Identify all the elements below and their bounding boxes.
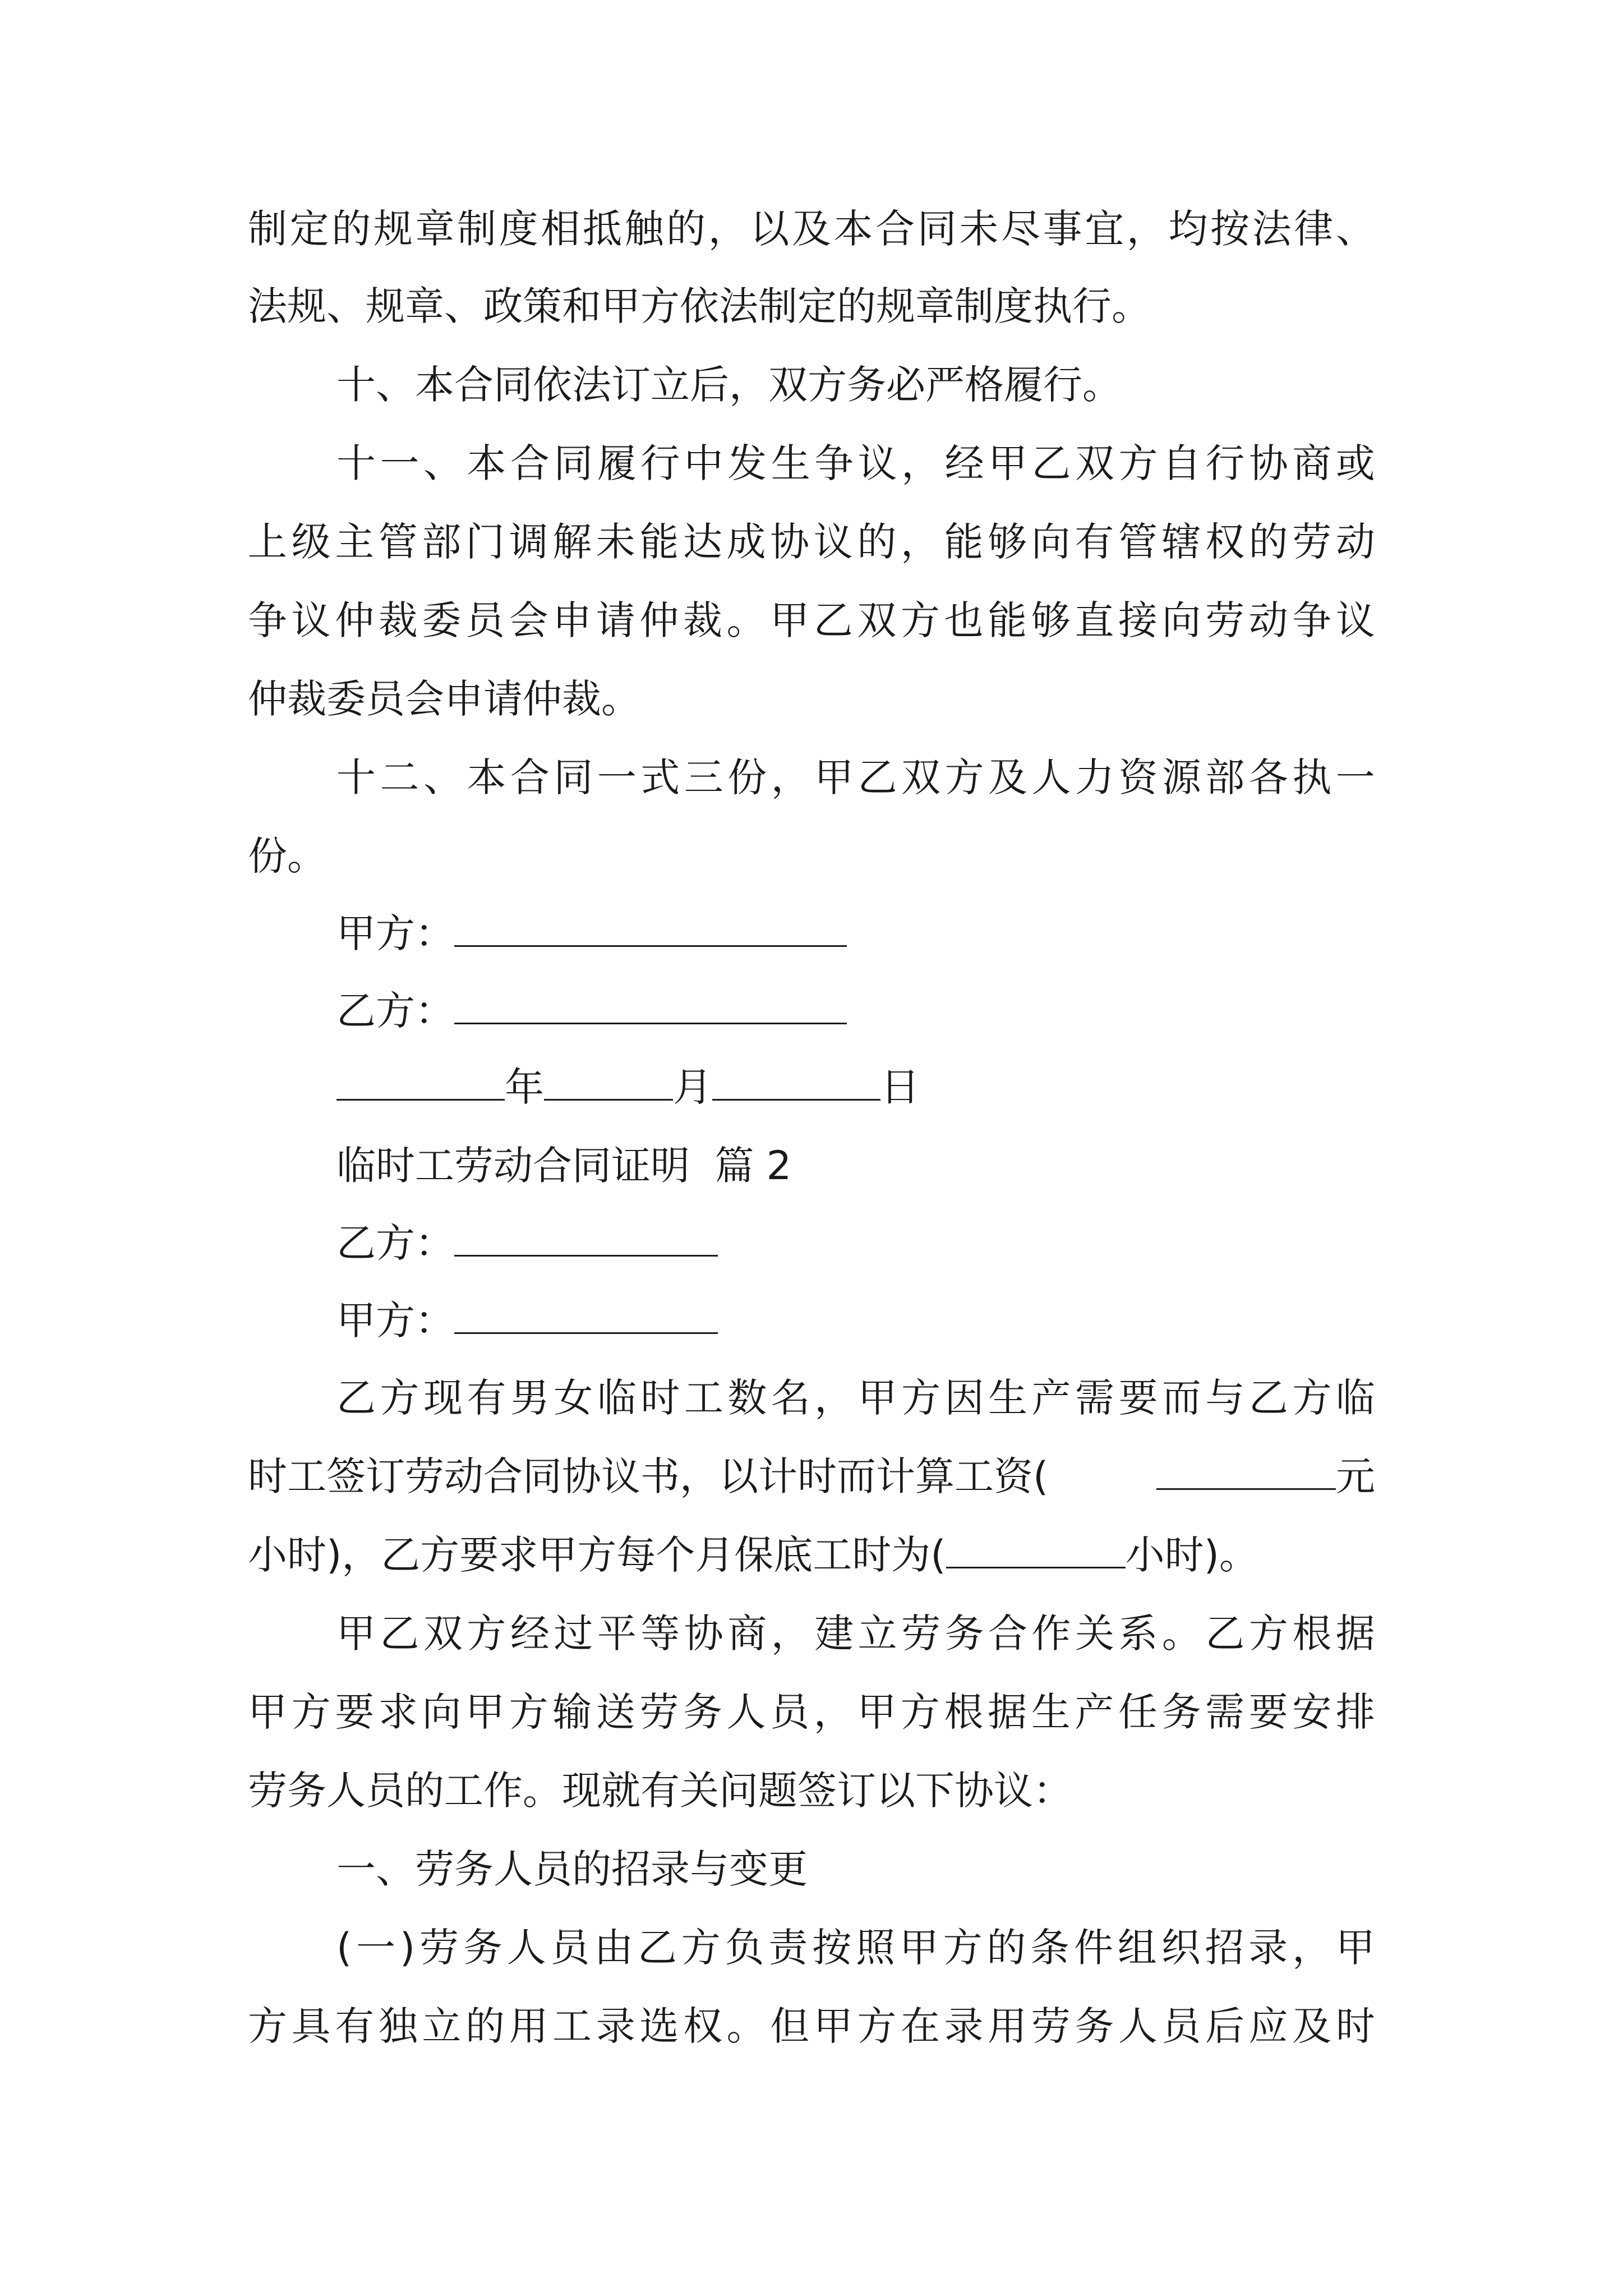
char: 甲 — [899, 1925, 939, 1971]
char: 双 — [423, 1611, 463, 1657]
char: 甲 — [988, 440, 1028, 486]
char: 事 — [1043, 206, 1082, 252]
char: 件 — [1073, 1925, 1113, 1971]
clause-10: 十、本合同依法订立后，双方务必严格履行。 — [336, 362, 1122, 408]
char: 甲 — [857, 1689, 897, 1735]
char: 工 — [684, 1375, 723, 1421]
char: 也 — [944, 597, 984, 643]
char: 组 — [1117, 1925, 1157, 1971]
char: 未 — [596, 519, 635, 565]
char: 负 — [725, 1925, 764, 1971]
char: 劳 — [639, 1689, 679, 1735]
char: 。 — [726, 597, 766, 643]
char: 的 — [857, 519, 897, 565]
paragraph-line — [336, 1605, 1375, 1662]
char: 任 — [1118, 1689, 1158, 1735]
char: 本 — [833, 206, 873, 252]
char: 时 — [1335, 2003, 1375, 2049]
char: 人 — [1031, 754, 1071, 800]
char: 甲 — [336, 1611, 376, 1657]
char: 甲 — [465, 1689, 505, 1735]
char: 制 — [457, 206, 497, 252]
char: 有 — [335, 2003, 375, 2049]
char: 作 — [1031, 1611, 1071, 1657]
char: 够 — [1031, 597, 1071, 643]
party-a-signature — [336, 905, 1375, 961]
char: 方 — [900, 1689, 940, 1735]
char: 务 — [683, 1689, 722, 1735]
char: 与 — [1205, 1375, 1245, 1421]
char: 劳 — [1292, 519, 1332, 565]
paragraph-line — [336, 1920, 1375, 1976]
char: 方 — [901, 1375, 941, 1421]
section-heading: 一、劳务人员的招录与变更 — [336, 1846, 808, 1892]
char: 委 — [422, 597, 462, 643]
char: 的 — [986, 1925, 1026, 1971]
char: 按 — [1210, 206, 1250, 252]
char: 方 — [380, 1375, 419, 1421]
char: 方 — [944, 754, 984, 800]
char: 需 — [1075, 1375, 1114, 1421]
char: 务 — [944, 1611, 984, 1657]
paragraph-line — [248, 514, 1375, 570]
char: 度 — [499, 206, 538, 252]
char: 一 — [1335, 754, 1375, 800]
char: 成 — [726, 519, 766, 565]
party-a-blank[interactable] — [454, 910, 847, 947]
char: 选 — [639, 2003, 679, 2049]
char: 力 — [1075, 754, 1114, 800]
char: 用 — [509, 2003, 548, 2049]
char: 履 — [597, 440, 637, 486]
char: 的 — [465, 2003, 505, 2049]
char: 权 — [683, 2003, 722, 2049]
char: 门 — [465, 519, 505, 565]
char: 乙 — [1205, 1611, 1245, 1657]
char: 甲 — [857, 1375, 897, 1421]
char: 会 — [509, 597, 548, 643]
char: 相 — [541, 206, 580, 252]
char: 。 — [726, 2003, 766, 2049]
char: 据 — [1335, 1611, 1375, 1657]
char: 数 — [727, 1375, 767, 1421]
char: 一 — [356, 1925, 396, 1971]
min-hours-blank[interactable] — [946, 1532, 1126, 1568]
char: 够 — [988, 519, 1027, 565]
party-a-label-2: 甲方： — [336, 1297, 454, 1343]
char: 录 — [1248, 1925, 1288, 1971]
char: 的 — [1248, 519, 1288, 565]
char: 有 — [467, 1375, 506, 1421]
char: 平 — [597, 1611, 637, 1657]
char: 方 — [1292, 1375, 1332, 1421]
char: 男 — [510, 1375, 550, 1421]
char: 协 — [1248, 440, 1288, 486]
char: 同 — [554, 754, 593, 800]
char: 方 — [857, 2003, 897, 2049]
char: 双 — [901, 754, 941, 800]
char: 份 — [727, 754, 767, 800]
char: 送 — [596, 1689, 635, 1735]
char: 申 — [552, 597, 592, 643]
char: 同 — [917, 206, 957, 252]
char: 。 — [1161, 1611, 1201, 1657]
paragraph-line — [248, 201, 1375, 257]
char: 乙 — [336, 1375, 376, 1421]
char: ， — [1126, 206, 1166, 252]
char: 本 — [467, 440, 506, 486]
char: ， — [771, 754, 810, 800]
char: 要 — [1248, 1689, 1288, 1735]
char: 人 — [506, 1925, 546, 1971]
char: 、 — [423, 440, 463, 486]
char: 的 — [666, 206, 706, 252]
min-hours-text: 小时)，乙方要求甲方每个月保底工时为( — [248, 1532, 946, 1578]
char: 应 — [1248, 2003, 1288, 2049]
char: 员 — [770, 1689, 810, 1735]
char: 争 — [1292, 597, 1332, 643]
char: 排 — [1335, 1689, 1375, 1735]
char: ， — [1292, 1925, 1331, 1971]
char: 过 — [554, 1611, 593, 1657]
char: 甲 — [813, 2003, 853, 2049]
char: 劳 — [419, 1925, 459, 1971]
char: 仲 — [639, 597, 679, 643]
char: 以 — [750, 206, 790, 252]
char: 务 — [1161, 1689, 1201, 1735]
char: 双 — [857, 597, 897, 643]
char: ， — [814, 1375, 854, 1421]
char: 员 — [1161, 2003, 1201, 2049]
char: 调 — [509, 519, 548, 565]
char: 定 — [289, 206, 329, 252]
year-label: 年 — [505, 1064, 544, 1110]
hourly-wage-blank[interactable] — [1156, 1453, 1336, 1490]
char: 直 — [1075, 597, 1114, 643]
char: 争 — [814, 440, 854, 486]
char: 解 — [552, 519, 592, 565]
wage-text: 时工签订劳动合同协议书，以计时而计算工资( — [248, 1453, 1049, 1499]
char: 一 — [380, 440, 419, 486]
char: 尽 — [1000, 206, 1040, 252]
year-blank[interactable] — [336, 1064, 505, 1101]
day-label: 日 — [880, 1064, 920, 1110]
char: 要 — [1118, 1375, 1158, 1421]
month-label: 月 — [673, 1064, 712, 1110]
char: 式 — [640, 754, 680, 800]
char: 裁 — [378, 597, 418, 643]
char: 发 — [727, 440, 767, 486]
section-title: 临时工劳动合同证明 篇 2 — [336, 1143, 792, 1189]
clause-11 — [336, 435, 1375, 491]
char: 乙 — [1248, 1375, 1288, 1421]
char: 规 — [373, 206, 413, 252]
char: 双 — [1075, 440, 1114, 486]
char: 系 — [1118, 1611, 1158, 1657]
char: 安 — [1292, 1689, 1332, 1735]
char: 方 — [1118, 440, 1158, 486]
char: 生 — [988, 1375, 1028, 1421]
char: 现 — [423, 1375, 463, 1421]
char: 条 — [1030, 1925, 1070, 1971]
char: ， — [900, 519, 940, 565]
char: 能 — [988, 597, 1027, 643]
char: 能 — [639, 519, 679, 565]
char: 接 — [1118, 597, 1158, 643]
char: 因 — [944, 1375, 984, 1421]
wage-line — [248, 1448, 1375, 1504]
char: 方 — [900, 597, 940, 643]
char: ， — [813, 1689, 853, 1735]
char: 三 — [684, 754, 723, 800]
char: 或 — [1335, 440, 1375, 486]
char: 由 — [594, 1925, 634, 1971]
char: 务 — [463, 1925, 502, 1971]
char: 员 — [550, 1925, 590, 1971]
char: 执 — [1292, 754, 1332, 800]
char: 乙 — [380, 1611, 419, 1657]
char: 、 — [1335, 206, 1375, 252]
char: 建 — [814, 1611, 854, 1657]
char: 向 — [1161, 597, 1201, 643]
char: 合 — [510, 440, 550, 486]
paragraph-line — [248, 592, 1375, 648]
char: 向 — [1031, 519, 1071, 565]
char: 达 — [683, 519, 722, 565]
clause-12 — [336, 749, 1375, 806]
char: 辖 — [1161, 519, 1201, 565]
paragraph-line — [336, 1370, 1375, 1426]
char: 照 — [855, 1925, 895, 1971]
char: 员 — [465, 597, 505, 643]
char: 乙 — [857, 754, 897, 800]
char: 及 — [1292, 2003, 1332, 2049]
wage-unit: 元 — [1336, 1453, 1375, 1499]
month-blank[interactable] — [544, 1064, 673, 1101]
char: 据 — [988, 1689, 1027, 1735]
party-a-signature-2 — [336, 1292, 1375, 1349]
char: 同 — [554, 440, 593, 486]
char: 产 — [1031, 1375, 1071, 1421]
char: 责 — [768, 1925, 808, 1971]
char: 名 — [771, 1375, 810, 1421]
char: 临 — [597, 1375, 637, 1421]
paragraph-line: 劳务人员的工作。现就有关问题签订以下协议： — [248, 1768, 1072, 1814]
day-blank[interactable] — [712, 1064, 880, 1101]
char: 人 — [1118, 2003, 1158, 2049]
char: 触 — [624, 206, 664, 252]
char: 制 — [248, 206, 287, 252]
char: 等 — [640, 1611, 680, 1657]
party-b-blank[interactable] — [454, 988, 847, 1024]
char: 方 — [1248, 1611, 1288, 1657]
char: 向 — [422, 1689, 462, 1735]
char: 议 — [1335, 597, 1375, 643]
char: 协 — [770, 519, 810, 565]
party-b-signature — [336, 983, 1375, 1039]
char: 、 — [423, 754, 463, 800]
char: 务 — [1075, 2003, 1114, 2049]
char: 上 — [248, 519, 287, 565]
char: 行 — [640, 440, 680, 486]
char: 方 — [681, 1925, 721, 1971]
party-a-blank-2[interactable] — [454, 1297, 718, 1334]
char: 乙 — [638, 1925, 677, 1971]
char: ， — [901, 440, 941, 486]
char: 根 — [944, 1689, 984, 1735]
char: 及 — [988, 754, 1028, 800]
char: 仲 — [335, 597, 375, 643]
paragraph-line: 份。 — [248, 833, 326, 879]
char: 后 — [1205, 2003, 1245, 2049]
char: 按 — [812, 1925, 852, 1971]
char: 根 — [1292, 1611, 1332, 1657]
char: 录 — [944, 2003, 984, 2049]
char: 方 — [291, 1689, 331, 1735]
char: 甲 — [814, 754, 854, 800]
paragraph-line — [248, 1684, 1375, 1740]
date-line — [336, 1059, 1375, 1115]
min-hours-unit: 小时)。 — [1125, 1532, 1258, 1578]
char: 动 — [1335, 519, 1375, 565]
char: 输 — [552, 1689, 592, 1735]
char: 的 — [331, 206, 371, 252]
char: 合 — [875, 206, 915, 252]
char: 行 — [1205, 440, 1245, 486]
char: 合 — [510, 754, 550, 800]
char: 产 — [1075, 1689, 1114, 1735]
char: 时 — [640, 1375, 680, 1421]
char: 请 — [596, 597, 635, 643]
char: 二 — [380, 754, 419, 800]
char: 而 — [1161, 1375, 1201, 1421]
char: 经 — [944, 440, 984, 486]
char: 在 — [900, 2003, 940, 2049]
char: 议 — [813, 519, 853, 565]
char: 方 — [509, 1689, 548, 1735]
char: 劳 — [901, 1611, 941, 1657]
min-hours-line — [248, 1527, 1375, 1583]
party-a-label: 甲方： — [336, 910, 454, 956]
char: 争 — [248, 597, 287, 643]
char: 章 — [415, 206, 455, 252]
char: 中 — [684, 440, 723, 486]
char: 权 — [1205, 519, 1245, 565]
char: 甲 — [770, 597, 810, 643]
char: 级 — [291, 519, 331, 565]
paragraph-line — [248, 1998, 1375, 2054]
char: 有 — [1075, 519, 1114, 565]
char: 方 — [467, 1611, 506, 1657]
char: 临 — [1335, 1375, 1375, 1421]
char: 议 — [291, 597, 331, 643]
char: 劳 — [1031, 2003, 1071, 2049]
char: 劳 — [1205, 597, 1245, 643]
char: 协 — [684, 1611, 723, 1657]
char: 十 — [336, 440, 376, 486]
char: 方 — [943, 1925, 983, 1971]
char: 独 — [378, 2003, 418, 2049]
char: ， — [771, 1611, 810, 1657]
char: 立 — [422, 2003, 462, 2049]
char: 生 — [771, 440, 810, 486]
char: 管 — [1118, 519, 1158, 565]
char: 部 — [422, 519, 462, 565]
char: 生 — [1031, 1689, 1071, 1735]
char: 资 — [1118, 754, 1158, 800]
char: 部 — [1205, 754, 1245, 800]
char: 方 — [248, 2003, 287, 2049]
party-b-signature-2 — [336, 1215, 1375, 1271]
char: 动 — [1248, 597, 1288, 643]
char: 议 — [857, 440, 897, 486]
char: 乙 — [1031, 440, 1071, 486]
char: 立 — [857, 1611, 897, 1657]
char: 女 — [554, 1375, 593, 1421]
char: 及 — [791, 206, 831, 252]
char: 裁 — [683, 597, 722, 643]
char: 主 — [335, 519, 375, 565]
char: 求 — [378, 1689, 418, 1735]
char: 源 — [1161, 754, 1201, 800]
char: 织 — [1161, 1925, 1201, 1971]
char: 未 — [959, 206, 999, 252]
char: 具 — [291, 2003, 331, 2049]
char: 律 — [1294, 206, 1334, 252]
char: 要 — [335, 1689, 375, 1735]
party-b-blank-2[interactable] — [454, 1220, 718, 1257]
char: 法 — [1252, 206, 1292, 252]
char: 宜 — [1085, 206, 1124, 252]
char: 用 — [988, 2003, 1027, 2049]
char: 需 — [1205, 1689, 1245, 1735]
char: ( — [336, 1925, 352, 1971]
paragraph-line: 法规、规章、政策和甲方依法制定的规章制度执行。 — [248, 283, 1151, 329]
char: 但 — [770, 2003, 810, 2049]
char: 十 — [336, 754, 376, 800]
char: 招 — [1205, 1925, 1244, 1971]
char: 商 — [727, 1611, 767, 1657]
char: 管 — [378, 519, 418, 565]
party-b-label-2: 乙方： — [336, 1220, 454, 1266]
char: 一 — [597, 754, 637, 800]
paragraph-line: 仲裁委员会申请仲裁。 — [248, 676, 640, 722]
char: ) — [399, 1925, 416, 1971]
char: 抵 — [582, 206, 622, 252]
char: 各 — [1248, 754, 1288, 800]
char: 关 — [1075, 1611, 1114, 1657]
char: 甲 — [1335, 1925, 1375, 1971]
char: 录 — [596, 2003, 635, 2049]
char: 工 — [552, 2003, 592, 2049]
char: 均 — [1168, 206, 1208, 252]
party-b-label: 乙方： — [336, 988, 454, 1034]
char: 人 — [726, 1689, 766, 1735]
char: 能 — [944, 519, 984, 565]
char: 本 — [467, 754, 506, 800]
char: 甲 — [248, 1689, 287, 1735]
char: 经 — [510, 1611, 550, 1657]
char: 商 — [1292, 440, 1332, 486]
char: 自 — [1161, 440, 1201, 486]
char: 乙 — [813, 597, 853, 643]
char: 合 — [988, 1611, 1028, 1657]
char: ， — [708, 206, 748, 252]
